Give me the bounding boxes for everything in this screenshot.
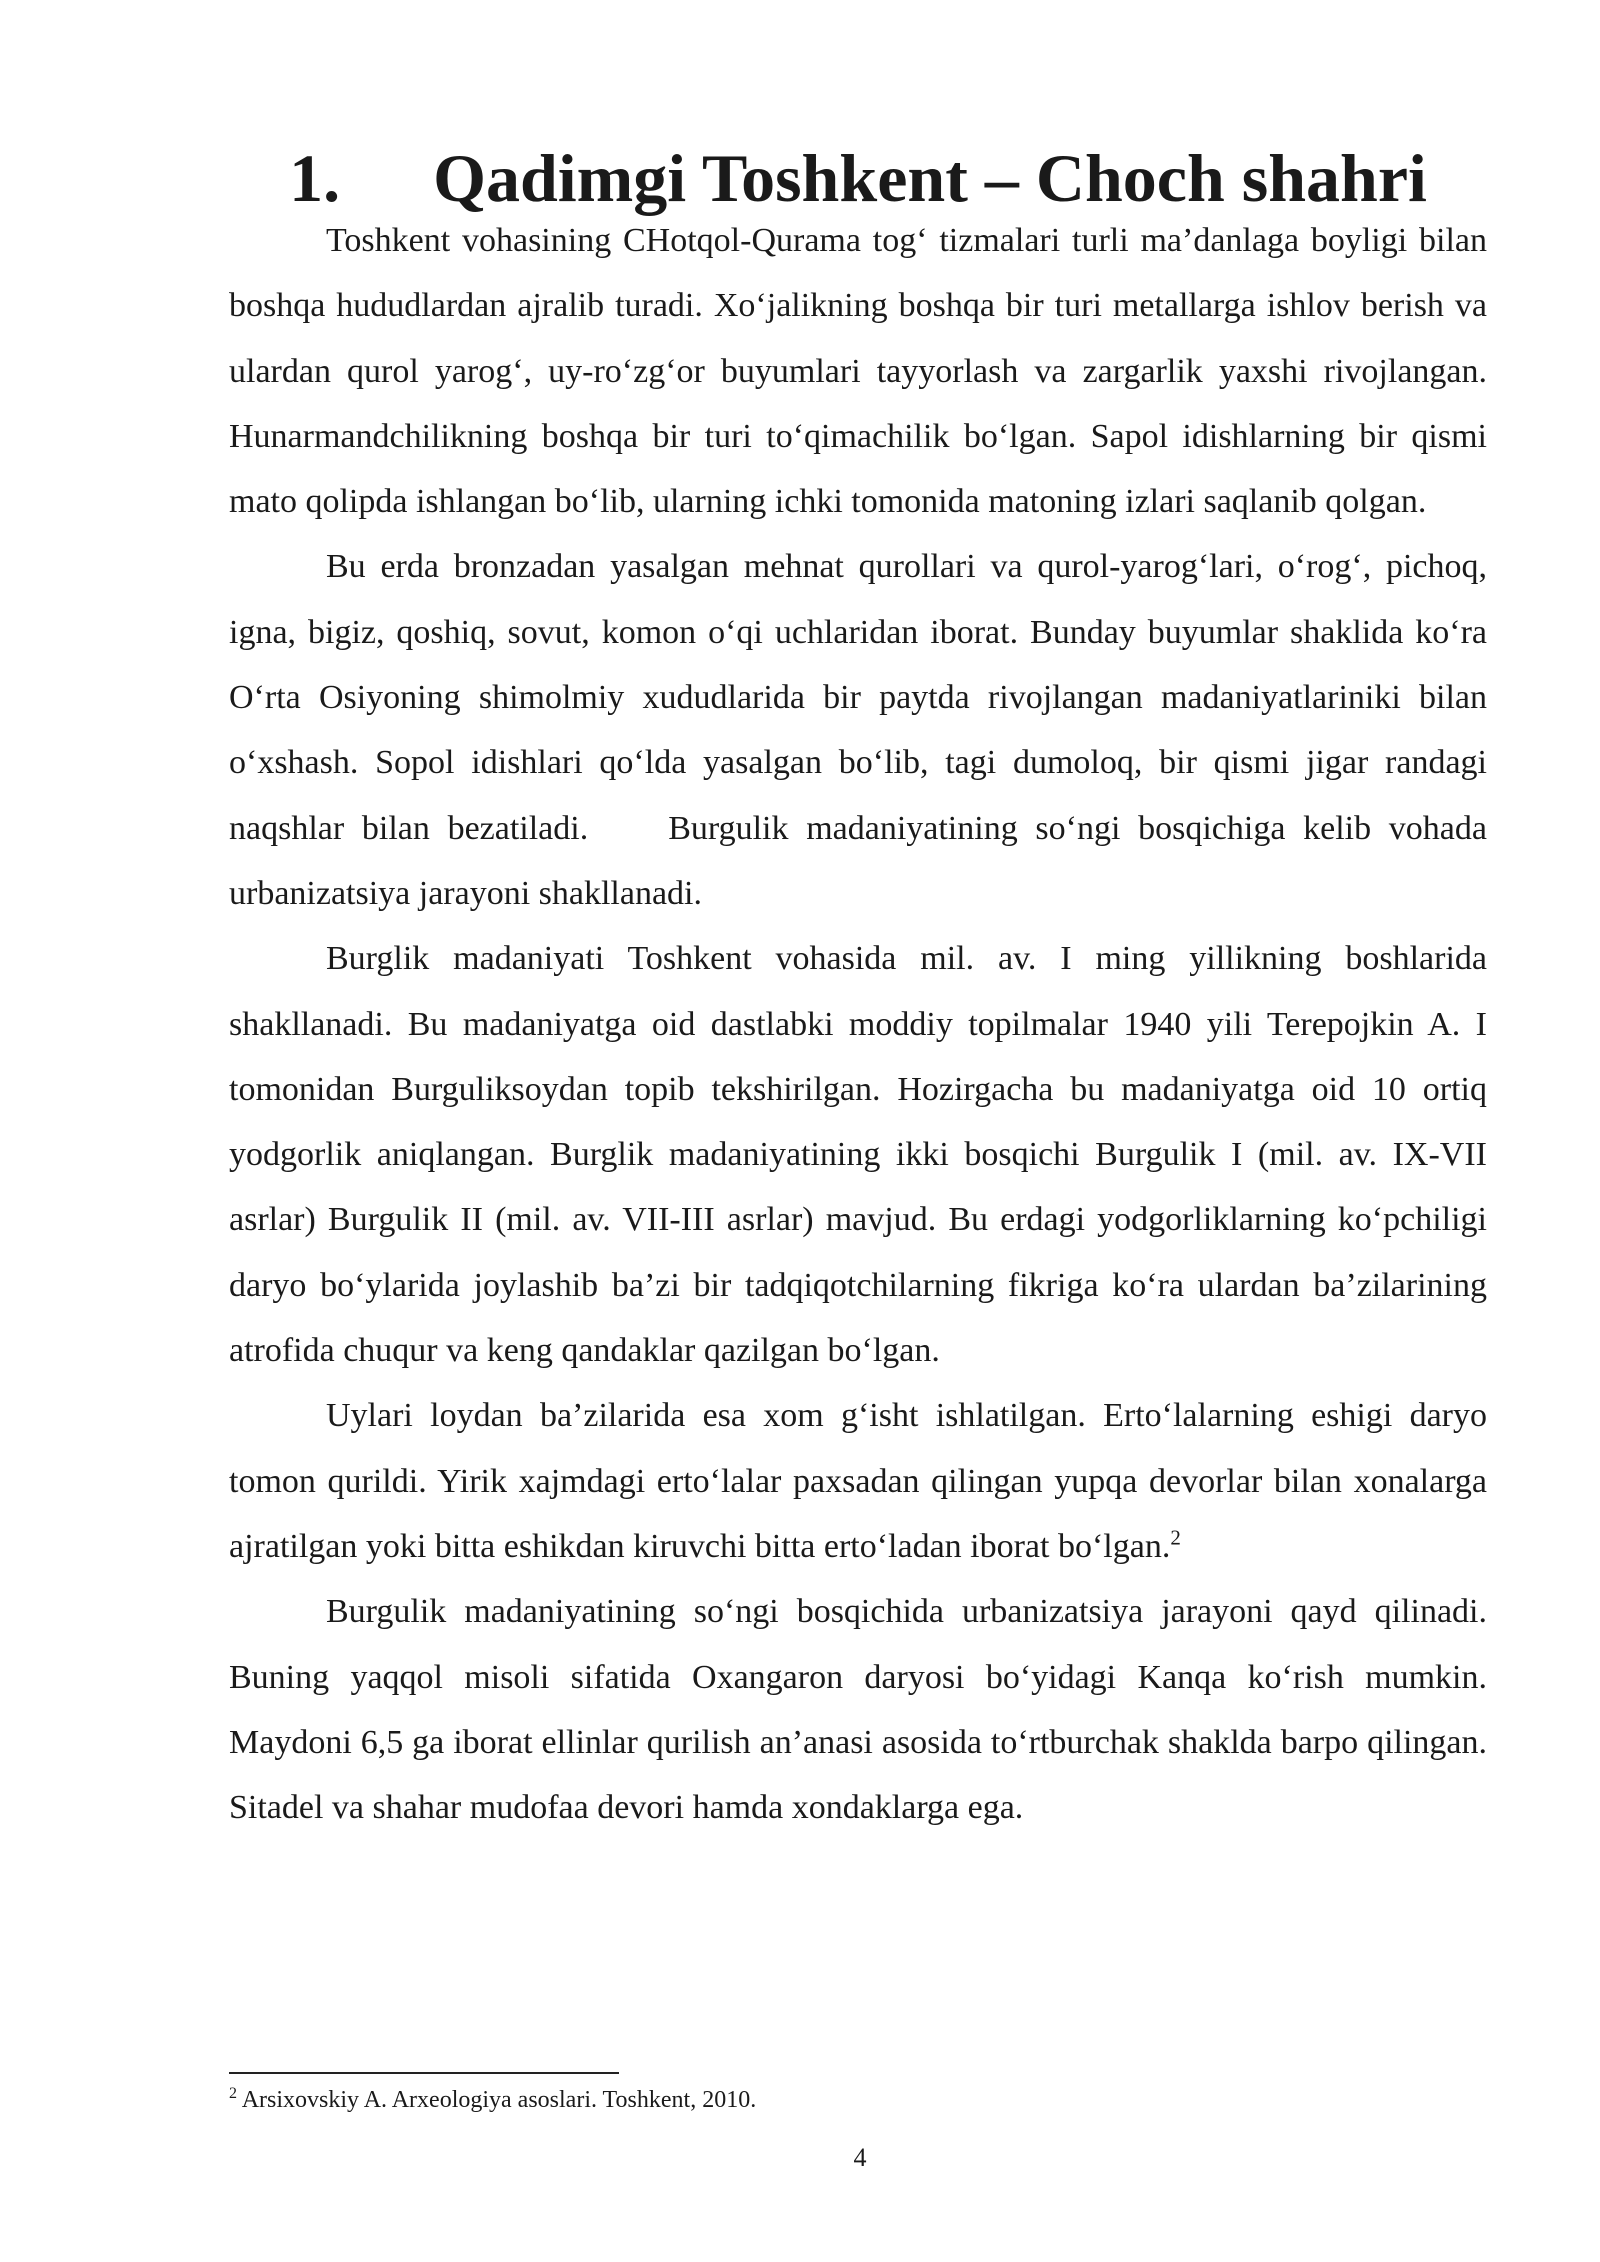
paragraph-4 <box>229 1383 1487 1579</box>
paragraph-text: Uylari loydan ba’zilarida esa xom g‘isht ishlatilgan. Erto‘lalarning eshigi daryo tomon qurildi. Yirik xajmdagi erto‘lalar paxsadan qilingan yupqa devorlar bilan xonalarga ajratilgan yoki bitta eshikdan kiruvchi bitta erto‘ladan iborat bo‘lgan. <box>229 1397 1487 1565</box>
paragraph-text-after-tab: Burgulik madaniyatining so‘ngi bosqichiga kelib vohada urbanizatsiya jarayoni shakllanadi. <box>229 809 1487 912</box>
paragraph-3 <box>229 926 1487 1383</box>
footnote <box>229 2082 756 2118</box>
paragraph-text: Burgulik madaniyatining so‘ngi bosqichida urbanizatsiya jarayoni qayd qilinadi. Buning yaqqol misoli sifatida Oxangaron daryosi bo‘yidagi Kanqa ko‘rish mumkin. Maydoni 6,5 ga iborat ellinlar qurilish an’anasi asosida to‘rtburchak shaklda barpo qilingan. Sitadel va shahar mudofaa devori hamda xondaklarga ega. <box>229 1593 1487 1827</box>
footnote-separator <box>229 2072 619 2074</box>
page-number: 4 <box>853 2143 867 2172</box>
paragraph-text: Burglik madaniyati Toshkent vohasida mil. av. I ming yillikning boshlarida shakllanadi. Bu madaniyatga oid dastlabki moddiy topilmalar 1940 yili Terepojkin A. I tomonidan Burguliksoydan topib tekshirilgan. Hozirgacha bu madaniyatga oid 10 ortiq yodgorlik aniqlangan. Burglik madaniyatining ikki bosqichi Burgulik I (mil. av. IX-VII asrlar) Burgulik II (mil. av. VII-III asrlar) mavjud. Bu erdagi yodgorliklarning ko‘pchiligi daryo bo‘ylarida joylashib ba’zi bir tadqiqotchilarning fikriga ko‘ra ulardan ba’zilarining atrofida chuqur va keng qandaklar qazilgan bo‘lgan. <box>229 940 1487 1370</box>
section-heading <box>229 140 1487 216</box>
section-title: Qadimgi Toshkent – Choch shahri <box>433 140 1427 216</box>
footnote-reference[interactable]: 2 <box>1170 1525 1181 1550</box>
paragraph-1 <box>229 208 1487 534</box>
footnote-text: Arsixovskiy A. Arxeologiya asoslari. Toshkent, 2010. <box>241 2087 757 2113</box>
page-body <box>229 140 1487 1840</box>
paragraph-2 <box>229 534 1487 926</box>
paragraph-text: Toshkent vohasining CHotqol-Qurama tog‘ tizmalari turli ma’danlaga boyligi bilan boshqa hududlardan ajralib turadi. Xo‘jalikning boshqa bir turi metallarga ishlov berish va ulardan qurol yarog‘, uy-ro‘zg‘or buyumlari tayyorlash va zargarlik yaxshi rivojlangan. Hunarmandchilikning boshqa bir turi to‘qimachilik bo‘lgan. Sapol idishlarning bir qismi mato qolipda ishlangan bo‘lib, ularning ichki tomonida matoning izlari saqlanib qolgan. <box>229 222 1487 521</box>
paragraph-5 <box>229 1579 1487 1840</box>
paragraph-text: Bu erda bronzadan yasalgan mehnat qurollari va qurol-yarog‘lari, o‘rog‘, pichoq, igna, bigiz, qoshiq, sovut, komon o‘qi uchlaridan iborat. Bunday buyumlar shaklida ko‘ra O‘rta Osiyoning shimolmiy xududlarida bir paytda rivojlangan madaniyatlariniki bilan o‘xshash. Sopol idishlari qo‘lda yasalgan bo‘lib, tagi dumoloq, bir qismi jigar randagi naqshlar bilan bezatiladi. <box>229 548 1487 847</box>
footnote-number: 2 <box>229 2085 237 2102</box>
section-number: 1. <box>289 140 341 216</box>
